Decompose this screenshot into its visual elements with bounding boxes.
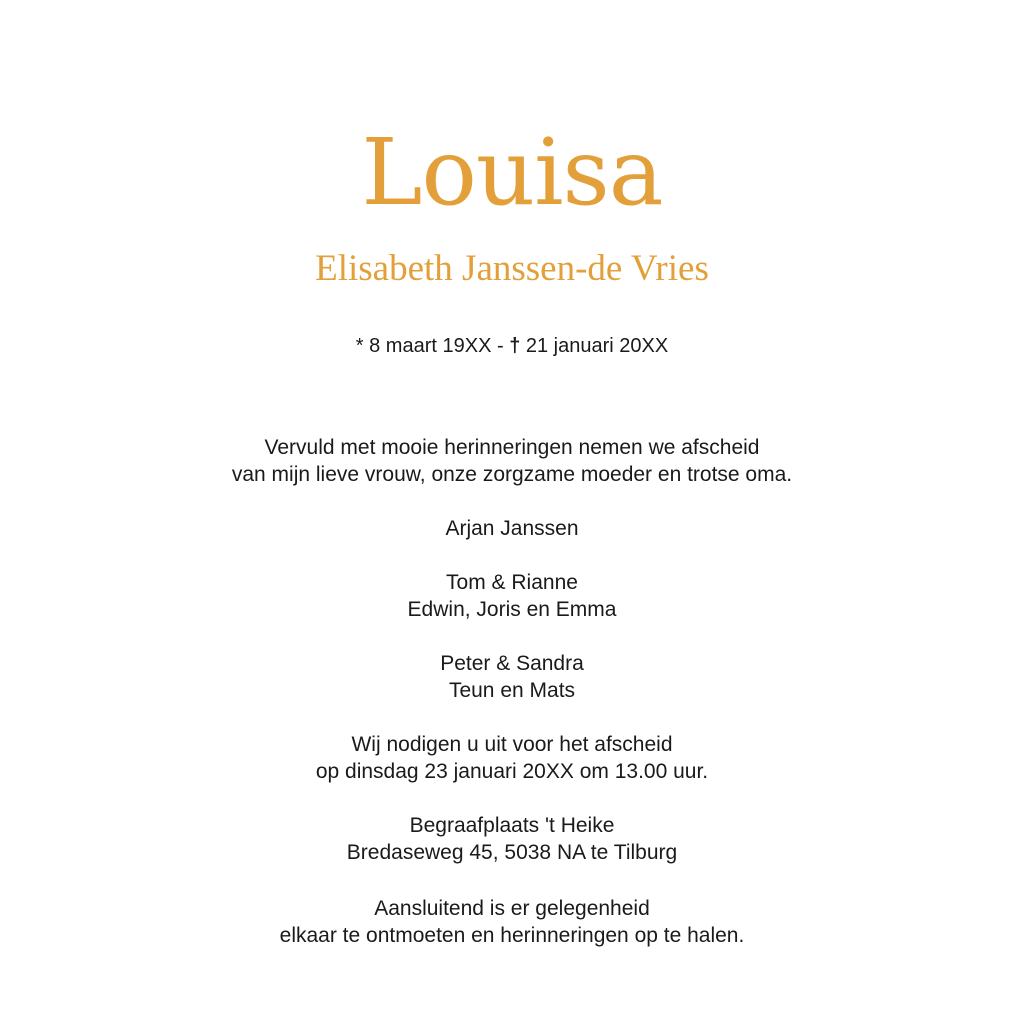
location-name: Begraafplaats 't Heike [409,814,615,837]
invitation-line: Wij nodigen u uit voor het afscheid [351,733,673,756]
closing-line: Aansluitend is er gelegenheid [374,897,650,920]
child-line: Peter & Sandra [440,652,584,675]
grandchildren-line: Teun en Mats [448,679,576,702]
life-dates [0,332,1024,360]
spouse-name [0,515,1024,542]
spouse-line: Arjan Janssen [445,517,579,540]
invitation-line: op dinsdag 23 januari 20XX om 13.00 uur. [315,760,709,783]
child-line: Tom & Rianne [446,571,578,594]
invitation-text [0,731,1024,785]
grandchildren-line: Edwin, Joris en Emma [407,598,617,621]
farewell-message [0,434,1024,488]
birth-date: * 8 maart 19XX - [355,335,504,357]
family-group-1 [0,569,1024,623]
closing-line: elkaar te ontmoeten en herinneringen op te halen. [279,924,745,947]
family-group-2 [0,650,1024,704]
full-name-subheading: Elisabeth Janssen-de Vries [315,248,709,289]
farewell-line: Vervuld met mooie herinneringen nemen we afscheid [264,436,760,459]
location-text [0,812,1024,866]
location-address: Bredaseweg 45, 5038 NA te Tilburg [346,841,678,864]
closing-text [0,895,1024,949]
cross-icon: † [509,335,521,357]
death-date: 21 januari 20XX [525,335,669,357]
farewell-line: van mijn lieve vrouw, onze zorgzame moeder en trotse oma. [231,463,793,486]
first-name-heading: Louisa [361,119,663,226]
